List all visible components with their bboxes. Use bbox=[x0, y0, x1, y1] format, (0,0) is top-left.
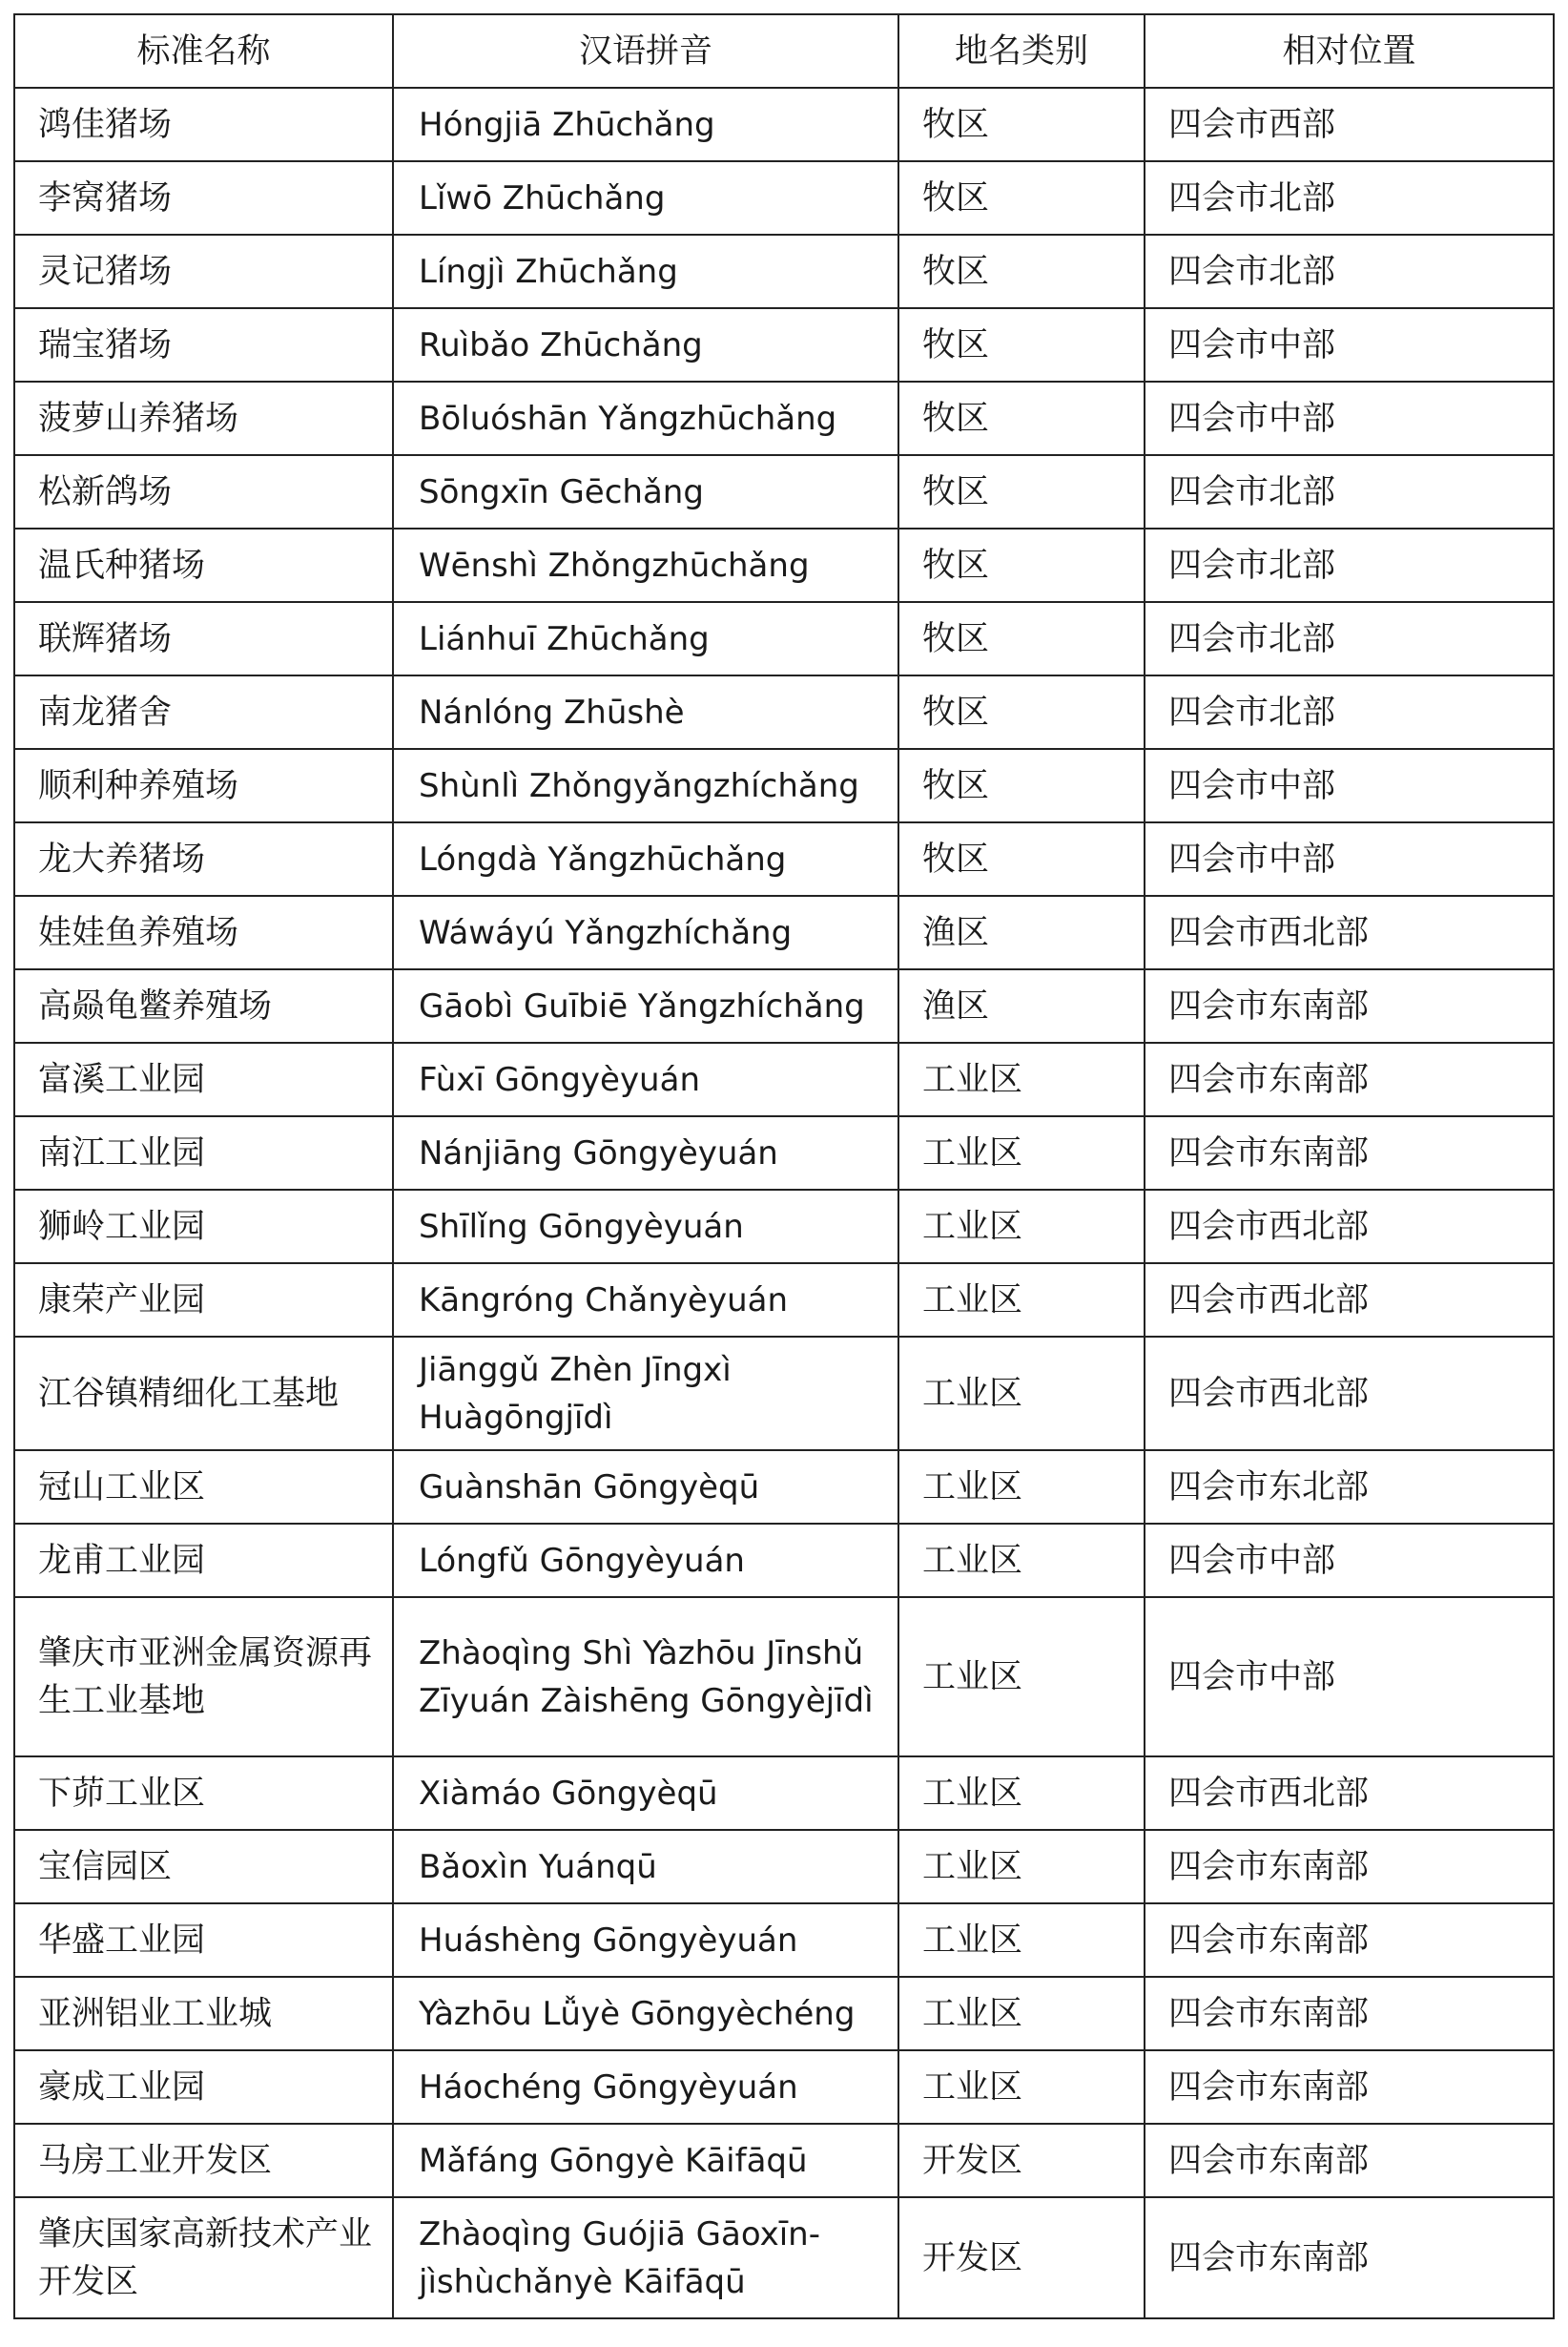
cell-location: 四会市北部 bbox=[1145, 455, 1554, 529]
cell-standard-name: 华盛工业园 bbox=[14, 1903, 393, 1977]
cell-pinyin: Fùxī Gōngyèyuán bbox=[393, 1043, 898, 1116]
table-row bbox=[14, 382, 1554, 455]
table-row bbox=[14, 1597, 1554, 1756]
cell-standard-name: 豪成工业园 bbox=[14, 2050, 393, 2124]
cell-location: 四会市中部 bbox=[1145, 1597, 1554, 1756]
cell-location: 四会市北部 bbox=[1145, 235, 1554, 308]
cell-location: 四会市西北部 bbox=[1145, 1756, 1554, 1830]
cell-pinyin: Guànshān Gōngyèqū bbox=[393, 1450, 898, 1524]
cell-pinyin: Língjì Zhūchǎng bbox=[393, 235, 898, 308]
cell-location: 四会市东南部 bbox=[1145, 1903, 1554, 1977]
table-row bbox=[14, 308, 1554, 382]
cell-pinyin: Gāobì Guībiē Yǎngzhíchǎng bbox=[393, 969, 898, 1043]
cell-pinyin: Shùnlì Zhǒngyǎngzhíchǎng bbox=[393, 749, 898, 822]
cell-category: 牧区 bbox=[898, 308, 1145, 382]
cell-category: 工业区 bbox=[898, 1190, 1145, 1263]
table-row bbox=[14, 969, 1554, 1043]
cell-standard-name: 瑞宝猪场 bbox=[14, 308, 393, 382]
cell-pinyin: Sōngxīn Gēchǎng bbox=[393, 455, 898, 529]
cell-pinyin: Yàzhōu Lǚyè Gōngyèchéng bbox=[393, 1977, 898, 2050]
cell-location: 四会市北部 bbox=[1145, 602, 1554, 675]
header-standard-name: 标准名称 bbox=[14, 14, 393, 88]
cell-pinyin: Ruìbǎo Zhūchǎng bbox=[393, 308, 898, 382]
cell-pinyin: Zhàoqìng Shì Yàzhōu Jīnshǔ Zīyuán Zàishēng Gōngyèjīdì bbox=[393, 1597, 898, 1756]
cell-pinyin: Nánjiāng Gōngyèyuán bbox=[393, 1116, 898, 1190]
cell-location: 四会市东南部 bbox=[1145, 1116, 1554, 1190]
cell-pinyin: Wáwáyú Yǎngzhíchǎng bbox=[393, 896, 898, 969]
table-row bbox=[14, 749, 1554, 822]
table-row bbox=[14, 455, 1554, 529]
cell-category: 工业区 bbox=[898, 1597, 1145, 1756]
cell-standard-name: 康荣产业园 bbox=[14, 1263, 393, 1337]
cell-location: 四会市西北部 bbox=[1145, 1337, 1554, 1450]
cell-standard-name: 顺利种养殖场 bbox=[14, 749, 393, 822]
cell-standard-name: 娃娃鱼养殖场 bbox=[14, 896, 393, 969]
cell-category: 牧区 bbox=[898, 382, 1145, 455]
cell-pinyin: Lóngdà Yǎngzhūchǎng bbox=[393, 822, 898, 896]
cell-category: 工业区 bbox=[898, 1043, 1145, 1116]
cell-pinyin: Háochéng Gōngyèyuán bbox=[393, 2050, 898, 2124]
cell-pinyin: Mǎfáng Gōngyè Kāifāqū bbox=[393, 2124, 898, 2197]
cell-pinyin: Bǎoxìn Yuánqū bbox=[393, 1830, 898, 1903]
table-row bbox=[14, 235, 1554, 308]
place-name-table bbox=[13, 13, 1555, 2319]
cell-standard-name: 亚洲铝业工业城 bbox=[14, 1977, 393, 2050]
cell-location: 四会市西北部 bbox=[1145, 1263, 1554, 1337]
table-row bbox=[14, 1977, 1554, 2050]
cell-location: 四会市中部 bbox=[1145, 822, 1554, 896]
cell-pinyin: Wēnshì Zhǒngzhūchǎng bbox=[393, 529, 898, 602]
table-row bbox=[14, 88, 1554, 161]
table-row bbox=[14, 2050, 1554, 2124]
cell-pinyin: Bōluóshān Yǎngzhūchǎng bbox=[393, 382, 898, 455]
cell-location: 四会市西北部 bbox=[1145, 896, 1554, 969]
cell-standard-name: 江谷镇精细化工基地 bbox=[14, 1337, 393, 1450]
cell-standard-name: 菠萝山养猪场 bbox=[14, 382, 393, 455]
cell-location: 四会市东南部 bbox=[1145, 2050, 1554, 2124]
cell-category: 工业区 bbox=[898, 1977, 1145, 2050]
cell-pinyin: Jiānggǔ Zhèn Jīngxì Huàgōngjīdì bbox=[393, 1337, 898, 1450]
table-row bbox=[14, 896, 1554, 969]
table-row bbox=[14, 1190, 1554, 1263]
cell-category: 渔区 bbox=[898, 896, 1145, 969]
cell-pinyin: Huáshèng Gōngyèyuán bbox=[393, 1903, 898, 1977]
table-row bbox=[14, 602, 1554, 675]
cell-category: 牧区 bbox=[898, 455, 1145, 529]
cell-standard-name: 冠山工业区 bbox=[14, 1450, 393, 1524]
cell-category: 牧区 bbox=[898, 88, 1145, 161]
cell-pinyin: Liánhuī Zhūchǎng bbox=[393, 602, 898, 675]
cell-standard-name: 联辉猪场 bbox=[14, 602, 393, 675]
cell-category: 开发区 bbox=[898, 2124, 1145, 2197]
cell-location: 四会市东北部 bbox=[1145, 1450, 1554, 1524]
header-pinyin: 汉语拼音 bbox=[393, 14, 898, 88]
cell-category: 工业区 bbox=[898, 2050, 1145, 2124]
cell-location: 四会市中部 bbox=[1145, 749, 1554, 822]
cell-category: 工业区 bbox=[898, 1450, 1145, 1524]
cell-pinyin: Lóngfǔ Gōngyèyuán bbox=[393, 1524, 898, 1597]
cell-category: 工业区 bbox=[898, 1903, 1145, 1977]
table-row bbox=[14, 1903, 1554, 1977]
cell-pinyin: Kāngróng Chǎnyèyuán bbox=[393, 1263, 898, 1337]
cell-standard-name: 高赑龟鳖养殖场 bbox=[14, 969, 393, 1043]
cell-location: 四会市中部 bbox=[1145, 1524, 1554, 1597]
cell-category: 牧区 bbox=[898, 529, 1145, 602]
cell-location: 四会市西北部 bbox=[1145, 1190, 1554, 1263]
cell-standard-name: 狮岭工业园 bbox=[14, 1190, 393, 1263]
table-row bbox=[14, 1263, 1554, 1337]
cell-category: 牧区 bbox=[898, 235, 1145, 308]
table-row bbox=[14, 529, 1554, 602]
cell-category: 牧区 bbox=[898, 161, 1145, 235]
cell-pinyin: Hóngjiā Zhūchǎng bbox=[393, 88, 898, 161]
cell-standard-name: 马房工业开发区 bbox=[14, 2124, 393, 2197]
cell-category: 渔区 bbox=[898, 969, 1145, 1043]
table-row bbox=[14, 822, 1554, 896]
cell-category: 牧区 bbox=[898, 822, 1145, 896]
cell-pinyin: Nánlóng Zhūshè bbox=[393, 675, 898, 749]
cell-location: 四会市东南部 bbox=[1145, 1043, 1554, 1116]
table-row bbox=[14, 675, 1554, 749]
cell-standard-name: 李窝猪场 bbox=[14, 161, 393, 235]
table-row bbox=[14, 2197, 1554, 2318]
cell-pinyin: Shīlǐng Gōngyèyuán bbox=[393, 1190, 898, 1263]
table-row bbox=[14, 1756, 1554, 1830]
cell-standard-name: 龙甫工业园 bbox=[14, 1524, 393, 1597]
cell-location: 四会市东南部 bbox=[1145, 1830, 1554, 1903]
header-category: 地名类别 bbox=[898, 14, 1145, 88]
table-row bbox=[14, 1043, 1554, 1116]
cell-category: 牧区 bbox=[898, 675, 1145, 749]
cell-location: 四会市北部 bbox=[1145, 161, 1554, 235]
cell-category: 工业区 bbox=[898, 1830, 1145, 1903]
cell-standard-name: 肇庆国家高新技术产业开发区 bbox=[14, 2197, 393, 2318]
cell-standard-name: 南江工业园 bbox=[14, 1116, 393, 1190]
cell-standard-name: 温氏种猪场 bbox=[14, 529, 393, 602]
cell-category: 工业区 bbox=[898, 1756, 1145, 1830]
cell-location: 四会市东南部 bbox=[1145, 1977, 1554, 2050]
header-location: 相对位置 bbox=[1145, 14, 1554, 88]
cell-standard-name: 松新鸽场 bbox=[14, 455, 393, 529]
cell-location: 四会市东南部 bbox=[1145, 969, 1554, 1043]
cell-standard-name: 鸿佳猪场 bbox=[14, 88, 393, 161]
cell-standard-name: 下茆工业区 bbox=[14, 1756, 393, 1830]
table-row bbox=[14, 1830, 1554, 1903]
cell-category: 工业区 bbox=[898, 1263, 1145, 1337]
table-row bbox=[14, 1524, 1554, 1597]
table-row bbox=[14, 1337, 1554, 1450]
cell-category: 工业区 bbox=[898, 1116, 1145, 1190]
table-header-row bbox=[14, 14, 1554, 88]
table-body bbox=[14, 88, 1554, 2318]
cell-standard-name: 宝信园区 bbox=[14, 1830, 393, 1903]
cell-category: 开发区 bbox=[898, 2197, 1145, 2318]
cell-standard-name: 肇庆市亚洲金属资源再生工业基地 bbox=[14, 1597, 393, 1756]
cell-location: 四会市东南部 bbox=[1145, 2124, 1554, 2197]
table-row bbox=[14, 2124, 1554, 2197]
cell-pinyin: Lǐwō Zhūchǎng bbox=[393, 161, 898, 235]
cell-location: 四会市北部 bbox=[1145, 529, 1554, 602]
cell-standard-name: 灵记猪场 bbox=[14, 235, 393, 308]
cell-standard-name: 南龙猪舍 bbox=[14, 675, 393, 749]
cell-category: 工业区 bbox=[898, 1337, 1145, 1450]
cell-category: 工业区 bbox=[898, 1524, 1145, 1597]
table-row bbox=[14, 1116, 1554, 1190]
table-row bbox=[14, 161, 1554, 235]
table-row bbox=[14, 1450, 1554, 1524]
cell-location: 四会市中部 bbox=[1145, 308, 1554, 382]
cell-category: 牧区 bbox=[898, 602, 1145, 675]
cell-location: 四会市东南部 bbox=[1145, 2197, 1554, 2318]
cell-category: 牧区 bbox=[898, 749, 1145, 822]
cell-location: 四会市西部 bbox=[1145, 88, 1554, 161]
cell-location: 四会市北部 bbox=[1145, 675, 1554, 749]
cell-standard-name: 富溪工业园 bbox=[14, 1043, 393, 1116]
cell-location: 四会市中部 bbox=[1145, 382, 1554, 455]
cell-pinyin: Xiàmáo Gōngyèqū bbox=[393, 1756, 898, 1830]
cell-standard-name: 龙大养猪场 bbox=[14, 822, 393, 896]
cell-pinyin: Zhàoqìng Guójiā Gāoxīn-jìshùchǎnyè Kāifāqū bbox=[393, 2197, 898, 2318]
